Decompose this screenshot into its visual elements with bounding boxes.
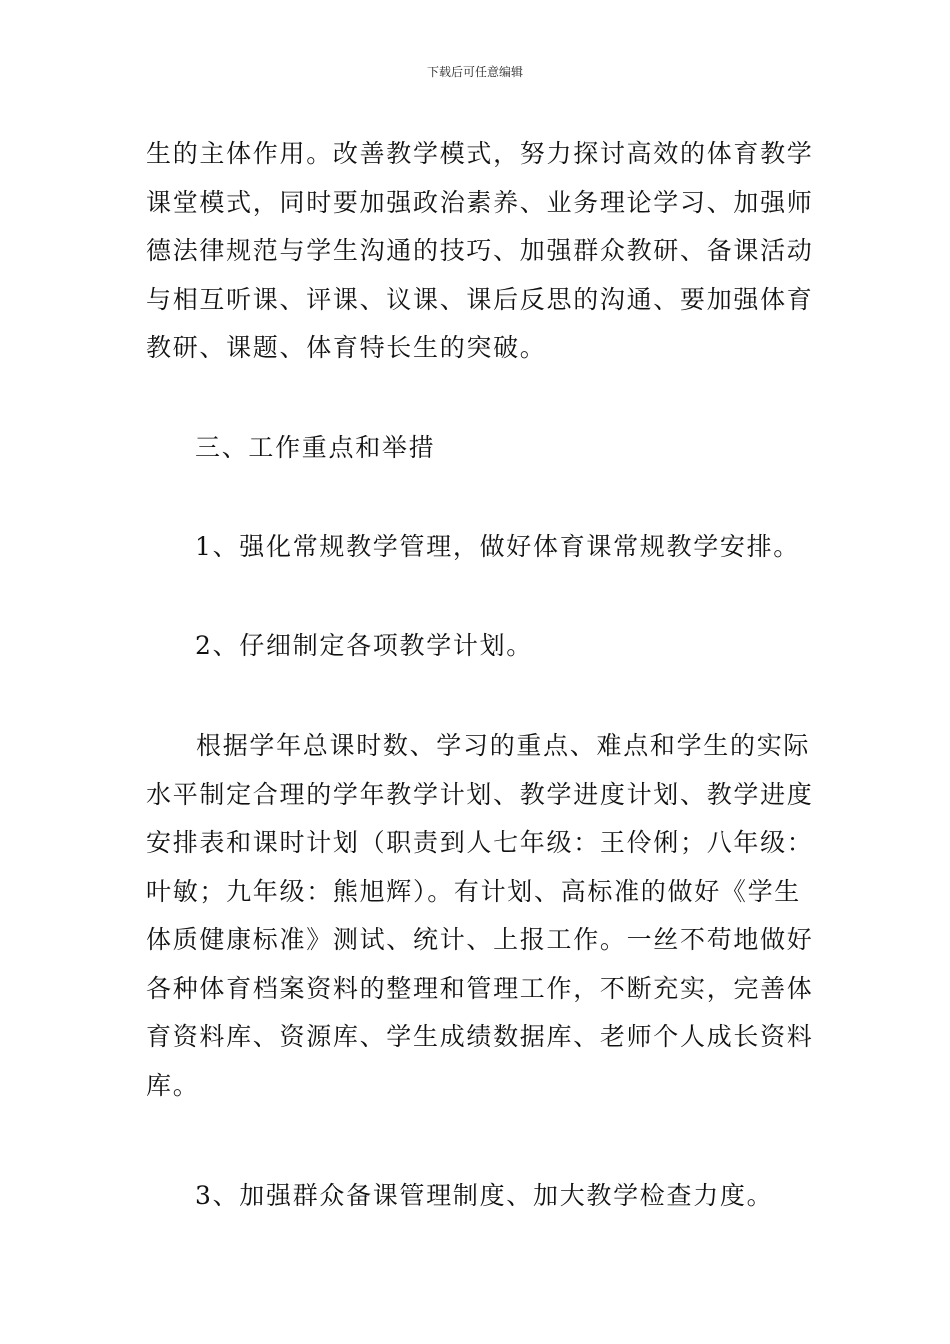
section-heading: 三、工作重点和举措	[195, 433, 436, 462]
text-line: 水平制定合理的学年教学计划、教学进度计划、教学进度	[146, 779, 814, 809]
plan-paragraph	[146, 722, 814, 1110]
text-line: 生的主体作用。改善教学模式，努力探讨高效的体育教学	[146, 139, 814, 168]
page-header: 下载后可任意编辑	[426, 65, 523, 79]
text-line: 教研、课题、体育特长生的突破。	[146, 333, 547, 362]
text-line: 叶敏；九年级：熊旭辉）。有计划、高标准的做好《学生	[146, 876, 802, 906]
list-item-2: 2、仔细制定各项教学计划。	[195, 631, 534, 660]
intro-paragraph	[146, 130, 814, 373]
text-line: 德法律规范与学生沟通的技巧、加强群众教研、备课活动	[146, 236, 814, 265]
text-line: 与相互听课、评课、议课、课后反思的沟通、要加强体育	[146, 284, 814, 314]
text-line: 安排表和课时计划（职责到人七年级：王伶俐；八年级：	[146, 828, 814, 857]
text-line: 课堂模式，同时要加强政治素养、业务理论学习、加强师	[146, 187, 814, 217]
text-line: 育资料库、资源库、学生成绩数据库、老师个人成长资料	[146, 1022, 814, 1051]
text-line: 根据学年总课时数、学习的重点、难点和学生的实际	[196, 731, 811, 760]
text-line: 各种体育档案资料的整理和管理工作，不断充实，完善体	[146, 973, 814, 1003]
text-line: 库。	[146, 1070, 200, 1100]
list-item-3: 3、加强群众备课管理制度、加大教学检查力度。	[195, 1181, 774, 1210]
text-line: 体质健康标准》测试、统计、上报工作。一丝不苟地做好	[146, 925, 814, 954]
list-item-1: 1、强化常规教学管理，做好体育课常规教学安排。	[195, 532, 801, 561]
